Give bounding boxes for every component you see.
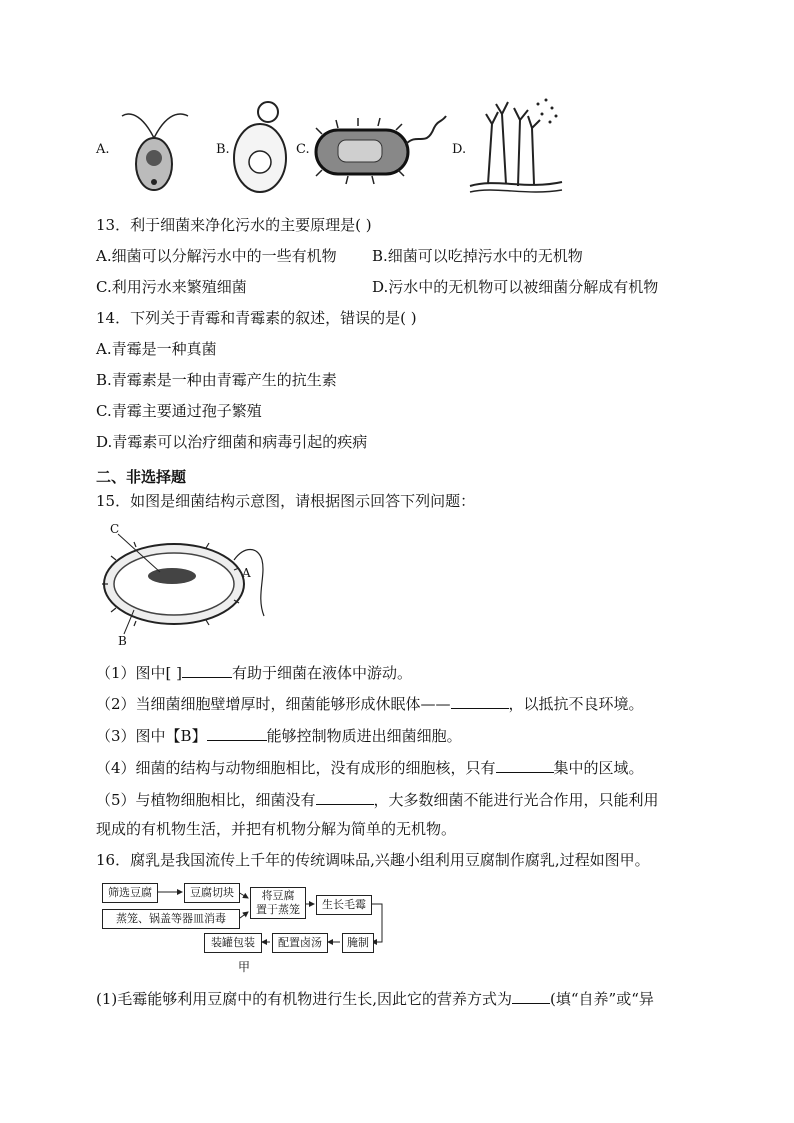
q16-sub1-suffix: (填“自养”或“异 [550,990,654,1008]
q14-stem: 14．下列关于青霉和青霉素的叙述，错误的是( ) [96,309,417,327]
option-b-label: B. [216,142,230,157]
yeast-image [230,96,290,196]
step-grow-mucor: 生长毛霉 [316,895,372,915]
q13-option-c: C.利用污水来繁殖细菌 [96,278,247,296]
step-brine: 配置卤汤 [272,933,328,953]
option-a-label: A. [96,142,110,157]
mold-image [466,94,566,198]
diagram-label-c: C [110,522,120,536]
q13-option-d: D.污水中的无机物可以被细菌分解成有机物 [372,278,659,296]
chlamydomonas-image [114,98,194,198]
step-steamer [250,887,306,919]
section-title: 二、非选择题 [96,468,187,486]
step-select-tofu: 筛选豆腐 [102,883,158,903]
q14-option-c: C.青霉主要通过孢子繁殖 [96,402,262,420]
option-d-label: D. [452,142,467,157]
answer-blank-6[interactable] [512,987,550,1004]
tofu-process-flowchart [96,878,396,974]
q15-sub1-prefix: （1）图中[ ] [96,664,183,682]
q15-sub3-prefix: （3）图中【B】 [96,727,207,745]
q14-option-d: D.青霉素可以治疗细菌和病毒引起的疾病 [96,433,368,451]
q15-sub1-suffix: 有助于细菌在液体中游动。 [232,664,413,682]
q15-sub5-continued: 现成的有机物生活，并把有机物分解为简单的无机物。 [96,820,457,838]
answer-blank-3[interactable] [207,724,267,741]
q14-option-a: A.青霉是一种真菌 [96,340,217,358]
q15-stem: 15．如图是细菌结构示意图，请根据图示回答下列问题： [96,492,476,510]
step-cut-tofu: 豆腐切块 [184,883,240,903]
q15-sub1 [96,661,412,684]
q15-sub5-suffix: ，大多数细菌不能进行光合作用，只能利用 [373,791,659,809]
step-steamer-line1: 将豆腐 [261,889,295,902]
q15-sub3 [96,724,462,747]
q15-sub3-suffix: 能够控制物质进出细菌细胞。 [266,727,462,745]
q13-option-a: A.细菌可以分解污水中的一些有机物 [96,247,337,265]
q15-sub4-suffix: 集中的区域。 [553,759,644,777]
q13-stem: 13．利于细菌来净化污水的主要原理是( ) [96,216,372,234]
q16-stem: 16．腐乳是我国流传上千年的传统调味品,兴趣小组利用豆腐制作腐乳,过程如图甲。 [96,851,650,869]
bacteria-structure-diagram [96,520,276,652]
q15-sub5 [96,788,659,811]
step-disinfect-utensils: 蒸笼、锅盖等器皿消毒 [102,909,240,929]
diagram-label-b: B [118,634,127,648]
option-images-row [0,90,794,200]
step-salting: 腌制 [342,933,374,953]
option-c-label: C. [296,142,310,157]
bacterium-image [308,108,448,188]
q14-option-b: B.青霉素是一种由青霉产生的抗生素 [96,371,337,389]
answer-blank-4[interactable] [496,756,554,773]
q15-sub4-prefix: （4）细菌的结构与动物细胞相比，没有成形的细胞核，只有 [96,759,496,777]
q15-sub2-prefix: （2）当细菌细胞壁增厚时，细菌能够形成休眠体—— [96,695,451,713]
bacteria-diagram-image [96,520,276,652]
diagram-label-a: A [242,566,251,580]
answer-blank-5[interactable] [316,788,374,805]
q15-sub2 [96,692,644,715]
answer-blank-1[interactable] [182,661,232,678]
q13-option-b: B.细菌可以吃掉污水中的无机物 [372,247,583,265]
q16-sub1 [96,987,654,1010]
flowchart-caption: 甲 [238,960,251,974]
q16-sub1-prefix: (1)毛霉能够利用豆腐中的有机物进行生长,因此它的营养方式为 [96,990,513,1008]
q15-sub5-prefix: （5）与植物细胞相比，细菌没有 [96,791,316,809]
q15-sub2-suffix: ，以抵抗不良环境。 [508,695,644,713]
answer-blank-2[interactable] [451,692,509,709]
q15-sub4 [96,756,644,779]
step-packaging: 装罐包装 [204,933,262,953]
step-steamer-line2: 置于蒸笼 [256,903,300,916]
